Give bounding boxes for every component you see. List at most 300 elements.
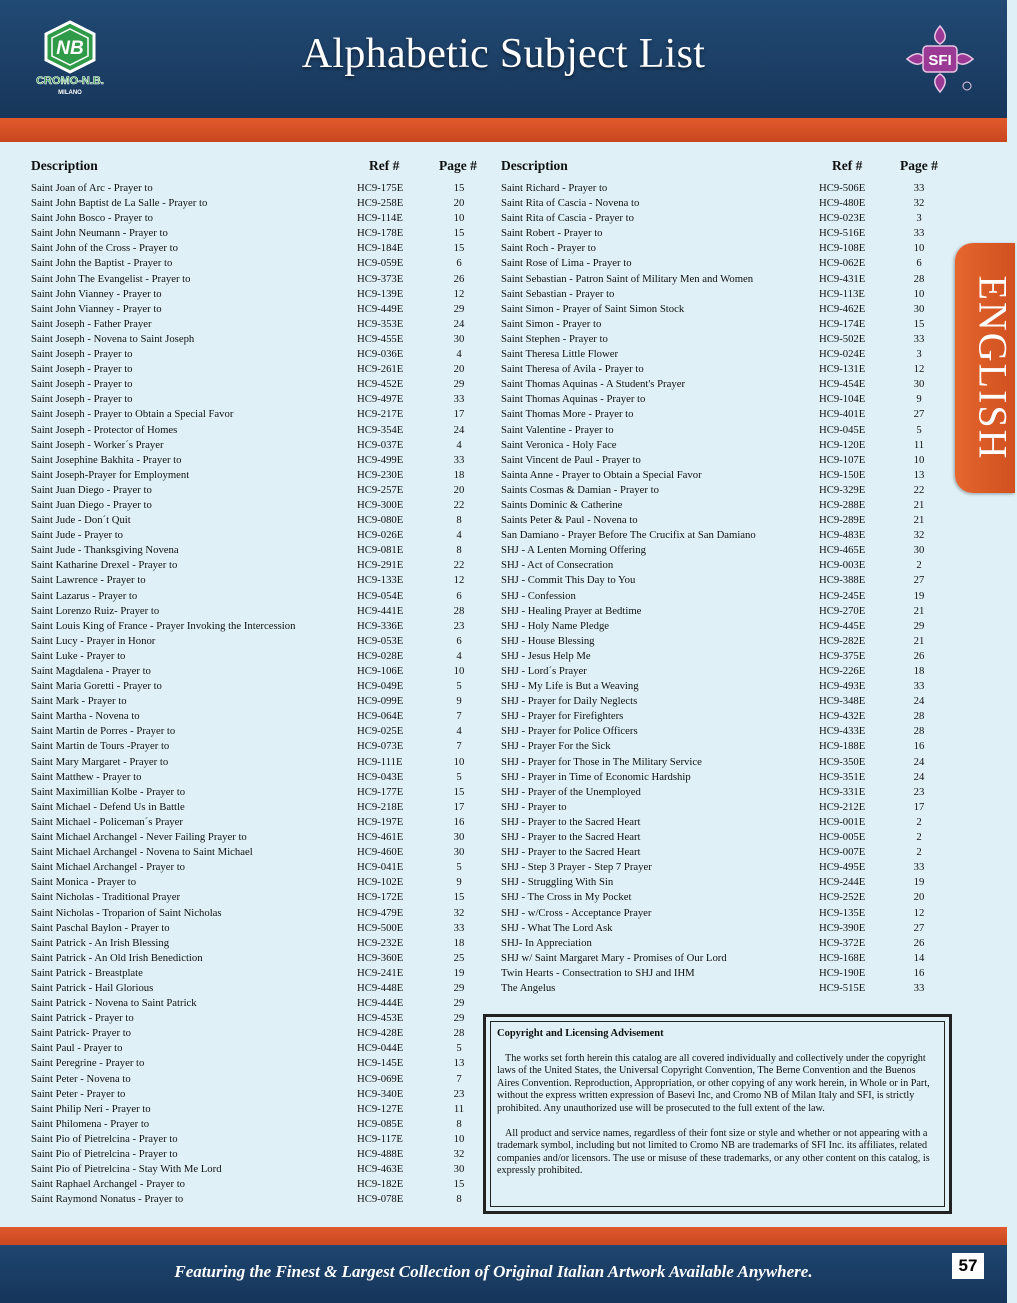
row-description: SHJ - Lord´s Prayer [501,665,587,677]
row-page: 15 [453,182,465,194]
row-description: SHJ - Holy Name Pledge [501,619,610,632]
table-row [501,664,951,679]
row-page: 21 [913,498,925,511]
row-page: 28 [913,710,925,723]
row-description: Saint Theresa of Avila - Prayer to [501,363,644,376]
row-ref: HC9-449E [357,302,404,315]
table-row [501,362,951,377]
row-page: 27 [913,408,925,421]
row-description: Saint Magdalena - Prayer to [31,665,151,677]
row-page: 7 [456,1072,462,1085]
row-description: SHJ w/ Saint Margaret Mary - Promises of Our Lord [501,951,727,964]
table-row [31,770,481,785]
row-description: Saint John of the Cross - Prayer to [31,242,178,255]
row-description: Saint Nicholas - Troparion of Saint Nicholas [31,906,222,919]
row-page: 2 [916,815,922,828]
row-description: Saint Nicholas - Traditional Prayer [31,891,181,904]
row-page: 4 [456,649,462,662]
row-page: 29 [453,378,465,391]
row-page: 30 [913,302,925,315]
row-ref: HC9-102E [357,876,404,889]
row-ref: HC9-401E [819,408,866,421]
row-ref: HC9-375E [819,649,866,662]
row-page: 32 [913,529,925,542]
row-description: Saint Juan Diego - Prayer to [31,498,152,511]
table-row [31,996,481,1011]
left-header-ref: Ref # [369,158,400,173]
table-row [501,453,951,468]
row-description: Saint Martha - Novena to [31,710,140,723]
row-ref: HC9-085E [357,1117,404,1130]
row-ref: HC9-099E [357,695,404,708]
row-ref: HC9-257E [357,483,404,496]
row-ref: HC9-270E [819,604,866,617]
row-description: Saints Cosmas & Damian - Prayer to [501,483,659,496]
row-description: Saint Joseph - Novena to Saint Joseph [31,332,195,345]
row-ref: HC9-059E [357,257,404,270]
table-row [31,1072,481,1087]
row-ref: HC9-289E [819,514,866,527]
row-description: Saint Peter - Novena to [31,1072,131,1085]
row-ref: HC9-001E [819,815,866,828]
row-page: 13 [453,1057,465,1070]
table-row [501,272,951,287]
row-page: 15 [453,785,465,798]
row-ref: HC9-218E [357,800,404,813]
row-page: 21 [913,514,925,527]
row-description: Saint Martin de Porres - Prayer to [31,725,176,738]
table-row [501,241,951,256]
row-page: 19 [913,876,925,889]
row-description: SHJ - Prayer in Time of Economic Hardship [501,770,691,783]
table-row [31,483,481,498]
row-ref: HC9-107E [819,453,866,466]
row-ref: HC9-064E [357,710,404,723]
table-row [31,362,481,377]
table-row [501,875,951,890]
row-ref: HC9-073E [357,740,404,753]
row-ref: HC9-145E [357,1057,404,1070]
row-ref: HC9-111E [357,755,403,768]
row-description: Saint John the Baptist - Prayer to [31,257,173,270]
footer-tagline: Featuring the Finest & Largest Collection of Original Italian Artwork Available Anywhere. [174,1262,813,1281]
table-row [31,800,481,815]
row-ref: HC9-025E [357,725,404,738]
row-ref: HC9-175E [357,182,404,194]
row-description: Saint Pio of Pietrelcina - Prayer to [31,1148,178,1160]
row-ref: HC9-127E [357,1102,404,1115]
row-ref: HC9-258E [357,197,404,210]
row-description: Saint John The Evangelist - Prayer to [31,272,191,285]
row-description: Saint Rita of Cascia - Prayer to [501,212,634,225]
row-ref: HC9-044E [357,1042,404,1055]
row-page: 22 [453,498,465,511]
row-description: SHJ - Confession [501,589,576,602]
row-page: 16 [453,815,465,828]
table-row [31,1041,481,1056]
table-row [501,558,951,573]
row-page: 5 [456,1042,462,1055]
table-row [501,196,951,211]
table-row [501,423,951,438]
row-page: 29 [453,981,465,994]
row-description: Saint Joseph-Prayer for Employment [31,468,190,481]
row-ref: HC9-168E [819,951,866,964]
row-description: SHJ - Prayer to the Sacred Heart [501,831,641,844]
table-row [31,196,481,211]
row-description: SHJ - The Cross in My Pocket [501,891,632,904]
row-page: 16 [913,740,925,753]
row-ref: HC9-428E [357,1027,404,1040]
row-page: 21 [913,604,925,617]
table-row [501,407,951,422]
row-description: Saint Rose of Lima - Prayer to [501,257,632,270]
row-description: Saint Veronica - Holy Face [501,438,617,451]
row-description: SHJ - House Blessing [501,634,595,647]
table-row [31,347,481,362]
row-ref: HC9-516E [819,227,866,240]
table-row [501,845,951,860]
left-subject-list [31,181,481,1207]
row-ref: HC9-479E [357,906,404,919]
logo-left-sub: MILANO [58,90,82,96]
row-ref: HC9-340E [357,1087,404,1100]
row-description: Saint Joseph - Prayer to [31,363,133,376]
table-row [31,830,481,845]
row-ref: HC9-062E [819,257,866,270]
table-row [31,604,481,619]
row-page: 29 [453,302,465,315]
row-ref: HC9-329E [819,483,866,496]
row-description: Saint Lazarus - Prayer to [31,589,138,602]
row-description: Saint Sebastian - Patron Saint of Military Men and Women [501,272,754,285]
table-row [31,589,481,604]
row-description: SHJ - Healing Prayer at Bedtime [501,604,642,617]
row-description: Saint Vincent de Paul - Prayer to [501,453,641,466]
row-ref: HC9-043E [357,770,404,783]
table-row [501,679,951,694]
row-ref: HC9-197E [357,815,404,828]
row-description: Saint Joan of Arc - Prayer to [31,182,153,194]
row-ref: HC9-241E [357,966,404,979]
row-page: 23 [913,785,925,798]
table-row [31,649,481,664]
row-page: 15 [453,242,465,255]
row-ref: HC9-108E [819,242,866,255]
row-description: SHJ - Prayer for Daily Neglects [501,695,638,708]
row-page: 22 [453,559,465,572]
row-description: SHJ - Prayer For the Sick [501,740,611,753]
row-description: Saint John Vianney - Prayer to [31,287,162,300]
row-ref: HC9-282E [819,634,866,647]
row-description: SHJ - Act of Consecration [501,559,614,572]
row-page: 19 [453,966,465,979]
row-description: Saint Patrick - Breastplate [31,966,143,979]
row-description: Saint Patrick - An Old Irish Benediction [31,951,203,964]
row-page: 5 [916,423,922,436]
row-ref: HC9-135E [819,906,866,919]
row-page: 6 [456,257,462,270]
row-page: 8 [456,1193,462,1206]
row-description: Saint Mary Margaret - Prayer to [31,755,169,768]
row-ref: HC9-041E [357,861,404,874]
row-ref: HC9-353E [357,317,404,330]
page-title: Alphabetic Subject List [301,31,706,77]
row-ref: HC9-106E [357,665,404,677]
row-ref: HC9-037E [357,438,404,451]
row-ref: HC9-300E [357,498,404,511]
row-page: 28 [453,1027,465,1040]
row-description: Saint Patrick- Prayer to [31,1027,132,1040]
row-page: 33 [913,182,925,194]
row-page: 32 [913,197,925,210]
row-page: 17 [453,408,465,421]
table-row [31,966,481,981]
row-ref: HC9-460E [357,846,404,859]
row-description: Saint Joseph - Father Prayer [31,317,152,330]
row-ref: HC9-026E [357,529,404,542]
row-description: Saint Jude - Don´t Quit [31,514,131,527]
row-ref: HC9-500E [357,921,404,934]
table-row [501,226,951,241]
row-ref: HC9-028E [357,649,404,662]
table-row [31,1011,481,1026]
table-row [501,906,951,921]
row-page: 15 [453,1178,465,1191]
row-page: 16 [913,966,925,979]
table-row [31,1162,481,1177]
row-description: Saint Matthew - Prayer to [31,770,142,783]
row-page: 27 [913,921,925,934]
table-row [501,619,951,634]
row-description: Saint Michael - Defend Us in Battle [31,800,185,813]
row-description: SHJ - Struggling With Sin [501,876,614,889]
header-orange-band [0,118,1007,142]
row-page: 8 [456,514,462,527]
row-description: Saint Simon - Prayer of Saint Simon Stock [501,302,685,315]
row-ref: HC9-488E [357,1148,404,1160]
row-page: 30 [913,378,925,391]
row-ref: HC9-360E [357,951,404,964]
row-ref: HC9-331E [819,785,866,798]
table-row [501,302,951,317]
row-ref: HC9-172E [357,891,404,904]
table-row [31,453,481,468]
table-row [501,498,951,513]
row-page: 13 [913,468,925,481]
row-ref: HC9-212E [819,800,866,813]
row-description: The Angelus [501,981,556,994]
row-page: 15 [453,227,465,240]
row-page: 30 [453,1163,465,1176]
table-row [31,815,481,830]
row-description: Saint Thomas More - Prayer to [501,408,634,421]
row-page: 33 [453,453,465,466]
row-page: 9 [916,393,922,406]
row-description: Saint Lawrence - Prayer to [31,574,146,587]
row-page: 28 [913,272,925,285]
row-ref: HC9-053E [357,634,404,647]
row-description: Saints Dominic & Catherine [501,498,623,511]
row-description: Saint Patrick - An Irish Blessing [31,936,170,949]
row-page: 27 [913,574,925,587]
row-ref: HC9-465E [819,544,866,557]
row-page: 21 [913,634,925,647]
row-description: SHJ - Prayer to the Sacred Heart [501,815,641,828]
row-page: 33 [913,227,925,240]
row-ref: HC9-461E [357,831,404,844]
row-page: 9 [456,876,462,889]
table-row [501,981,951,996]
row-ref: HC9-133E [357,574,404,587]
row-ref: HC9-502E [819,332,866,345]
row-page: 29 [453,1012,465,1025]
row-ref: HC9-480E [819,197,866,210]
row-description: Saint Joseph - Prayer to [31,348,133,361]
row-page: 7 [456,710,462,723]
row-ref: HC9-178E [357,227,404,240]
row-description: SHJ - My Life is But a Weaving [501,680,639,693]
row-description: Saint Joseph - Protector of Homes [31,423,178,436]
row-page: 24 [913,770,925,783]
row-page: 12 [913,363,925,376]
row-description: Saint Peregrine - Prayer to [31,1057,145,1070]
row-description: Saint Monica - Prayer to [31,876,137,889]
row-page: 20 [453,483,465,496]
table-row [31,724,481,739]
row-ref: HC9-226E [819,665,866,677]
table-row [501,921,951,936]
right-subject-list [501,181,951,996]
row-ref: HC9-455E [357,332,404,345]
row-description: SHJ - Prayer for Police Officers [501,725,638,738]
row-ref: HC9-373E [357,272,404,285]
row-description: Saint Patrick - Hail Glorious [31,981,154,994]
row-ref: HC9-036E [357,348,404,361]
row-page: 28 [913,725,925,738]
row-ref: HC9-232E [357,936,404,949]
row-page: 28 [453,604,465,617]
row-ref: HC9-506E [819,182,866,194]
table-row [31,1056,481,1071]
row-description: Saint Maria Goretti - Prayer to [31,680,162,693]
row-description: Saint Mark - Prayer to [31,695,127,708]
row-ref: HC9-054E [357,589,404,602]
row-ref: HC9-007E [819,846,866,859]
row-description: SHJ - Prayer to the Sacred Heart [501,846,641,859]
row-description: Saint Stephen - Prayer to [501,332,608,345]
row-page: 18 [453,936,465,949]
table-row [501,573,951,588]
table-row [501,211,951,226]
table-row [501,528,951,543]
row-ref: HC9-080E [357,514,404,527]
table-row [31,438,481,453]
row-ref: HC9-462E [819,302,866,315]
table-row [31,1132,481,1147]
row-description: Saint John Neumann - Prayer to [31,227,168,240]
row-page: 11 [913,438,925,451]
row-description: Saint Roch - Prayer to [501,242,596,255]
table-row [31,317,481,332]
row-page: 8 [456,1117,462,1130]
row-description: Saint Philomena - Prayer to [31,1117,150,1130]
row-description: Saint Valentine - Prayer to [501,423,614,436]
row-page: 22 [913,483,925,496]
row-description: Saints Peter & Paul - Novena to [501,514,638,527]
row-page: 5 [456,770,462,783]
table-row [31,860,481,875]
logo-left-mark: NB [56,38,84,59]
row-ref: HC9-431E [819,272,866,285]
table-row [31,241,481,256]
table-row [501,966,951,981]
table-row [501,709,951,724]
row-page: 20 [913,891,925,904]
table-row [31,1147,481,1162]
row-page: 33 [913,332,925,345]
logo-left-text: CROMO-N.B. [36,75,104,87]
row-description: SHJ- In Appreciation [501,936,592,949]
row-page: 4 [456,725,462,738]
row-ref: HC9-139E [357,287,404,300]
row-page: 3 [916,348,922,361]
table-row [31,468,481,483]
row-page: 17 [913,800,925,813]
row-page: 6 [916,257,922,270]
row-description: Saint Michael Archangel - Prayer to [31,861,186,874]
row-description: Saint Peter - Prayer to [31,1087,126,1100]
right-header-page: Page # [900,158,938,173]
row-page: 24 [453,423,465,436]
row-description: Saint Raphael Archangel - Prayer to [31,1178,186,1191]
table-row [501,287,951,302]
row-page: 2 [916,846,922,859]
left-header-page: Page # [439,158,477,173]
table-row [31,1177,481,1192]
row-ref: HC9-184E [357,242,404,255]
table-row [501,513,951,528]
copyright-title: Copyright and Licensing Advisement [497,1028,664,1039]
table-row [501,634,951,649]
row-ref: HC9-120E [819,438,866,451]
row-page: 33 [913,861,925,874]
row-description: Saint Joseph - Worker´s Prayer [31,438,164,451]
row-page: 24 [913,755,925,768]
table-row [501,936,951,951]
row-ref: HC9-081E [357,544,404,557]
table-row [31,392,481,407]
row-description: Saint Katharine Drexel - Prayer to [31,559,178,572]
row-description: SHJ - Jesus Help Me [501,649,591,662]
row-page: 18 [453,468,465,481]
table-row [501,800,951,815]
row-description: SHJ - Step 3 Prayer - Step 7 Prayer [501,861,652,874]
row-description: Saint Paul - Prayer to [31,1042,123,1055]
row-description: Saint Joseph - Prayer to Obtain a Special Favor [31,408,234,421]
row-description: SHJ - Prayer of the Unemployed [501,785,641,798]
table-row [501,256,951,271]
row-description: Saint Maximillian Kolbe - Prayer to [31,785,186,798]
table-row [501,589,951,604]
table-row [31,875,481,890]
table-row [501,951,951,966]
row-ref: HC9-174E [819,317,866,330]
row-ref: HC9-448E [357,981,404,994]
row-ref: HC9-024E [819,348,866,361]
row-page: 2 [916,559,922,572]
row-page: 6 [456,589,462,602]
